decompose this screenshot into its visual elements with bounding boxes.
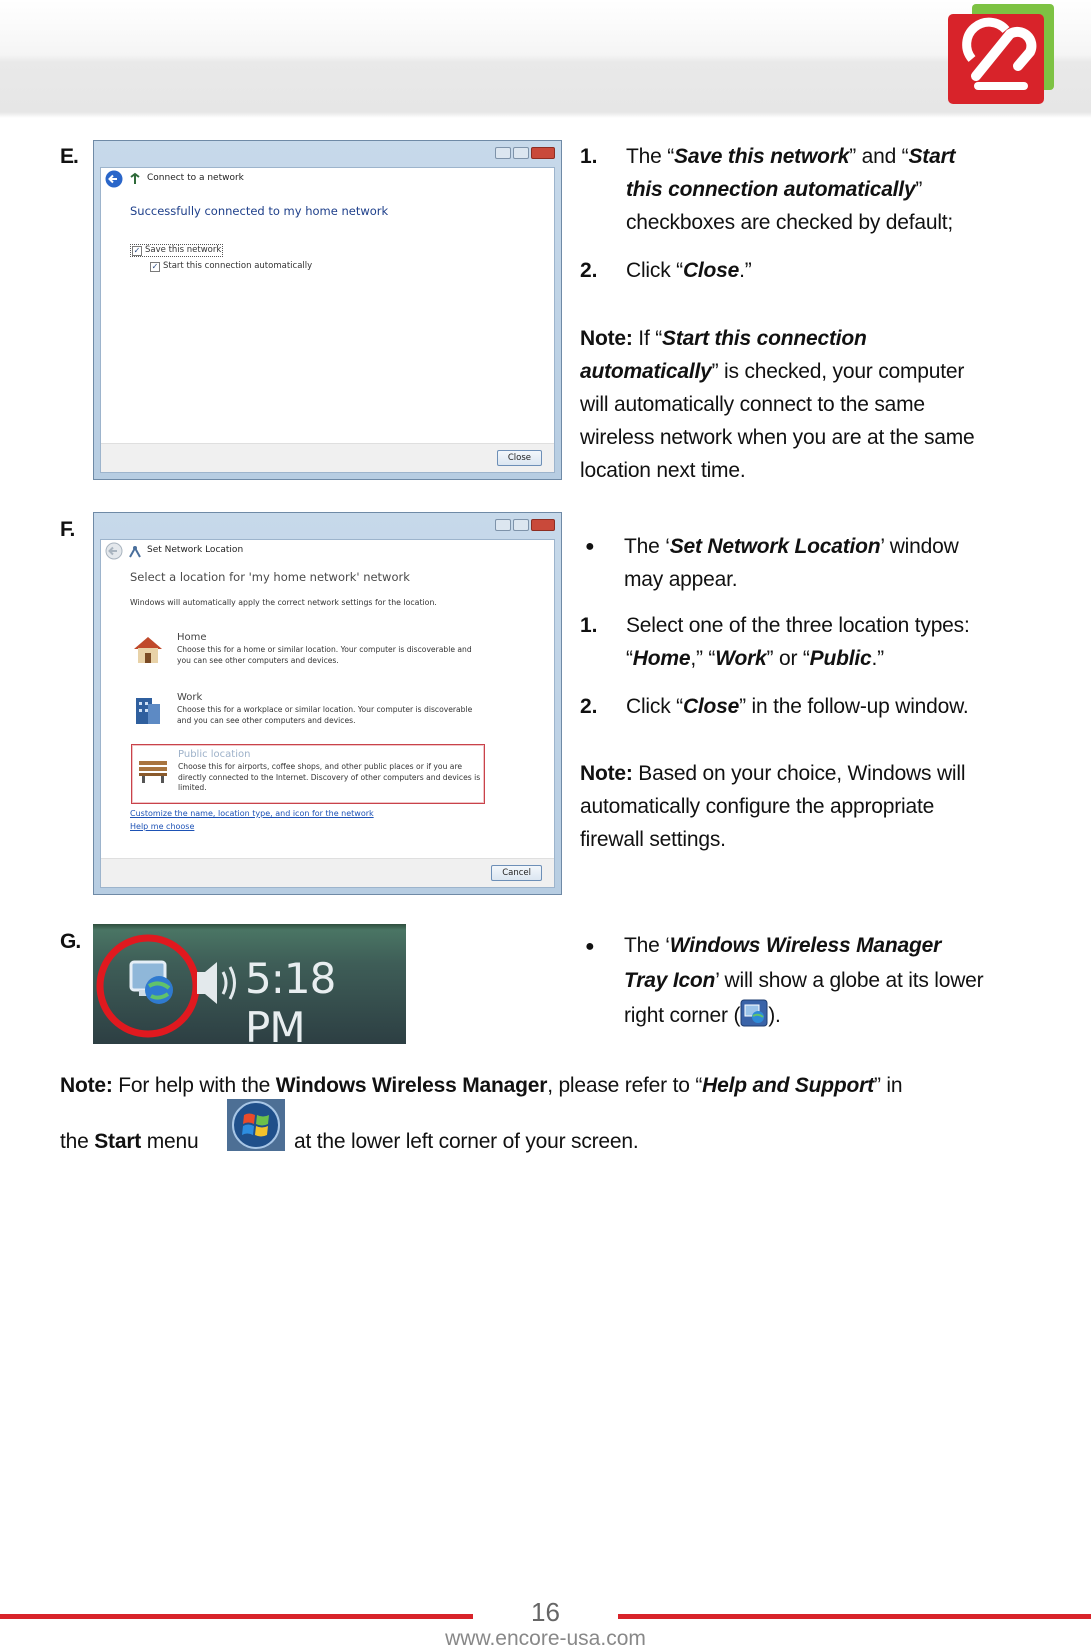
step-click-close-text: Click “Close.” xyxy=(626,259,752,282)
checkbox-checked-icon: ✓ xyxy=(133,246,141,255)
step-number: 2. xyxy=(580,695,598,718)
dialog-subheading: Windows will automatically apply the correct network settings for the location. xyxy=(130,598,437,607)
section-f-letter: F. xyxy=(60,518,75,541)
window-controls xyxy=(495,519,555,531)
save-network-checkbox[interactable] xyxy=(130,244,223,257)
window-controls xyxy=(495,147,555,159)
close-window-icon xyxy=(531,519,555,531)
step-number: 1. xyxy=(580,614,598,637)
customize-network-link[interactable]: Customize the name, location type, and icon for the network xyxy=(130,809,374,818)
network-icon xyxy=(128,172,142,186)
dialog-footer xyxy=(101,443,554,472)
tray-icon-bullet: The ‘Windows Wireless Manager Tray Icon’ will show a globe at its lower right corner ( ). xyxy=(624,934,984,1027)
note-start-connection: Note: If “Start this connection automatically” is checked, your computer will automatically connect to the same wireless network when you are at the same location next time. xyxy=(580,327,975,482)
connect-network-screenshot xyxy=(93,140,562,480)
checkbox-checked-icon: ✓ xyxy=(151,262,159,271)
location-description: Choose this for a workplace or similar location. Your computer is discoverable and you can see other computers and devices. xyxy=(177,705,473,725)
location-name: Work xyxy=(177,692,203,703)
minimize-icon xyxy=(495,519,511,531)
page-number: 16 xyxy=(531,1597,560,1627)
window-title: Set Network Location xyxy=(147,545,244,555)
header-band xyxy=(0,0,1091,118)
dialog-footer xyxy=(101,858,554,887)
location-name: Home xyxy=(177,632,207,643)
close-button[interactable]: Close xyxy=(497,450,542,466)
encore-logo xyxy=(948,4,1058,104)
start-automatically-label: Start this connection automatically xyxy=(163,261,313,271)
save-network-label: Save this network xyxy=(145,245,222,255)
location-option-work[interactable] xyxy=(131,692,491,742)
work-building-icon xyxy=(131,692,165,726)
step-number: 2. xyxy=(580,259,598,282)
website-url: www.encore-usa.com xyxy=(445,1627,646,1650)
close-window-icon xyxy=(531,147,555,159)
note-start-menu-line: the Start menu xyxy=(60,1130,199,1153)
step-save-network-text: The “Save this network” and “Start this connection automatically” checkboxes are checked by default; xyxy=(626,145,956,234)
bullet-dot: ● xyxy=(585,938,595,955)
maximize-icon xyxy=(513,147,529,159)
home-icon xyxy=(131,632,165,666)
section-e-letter: E. xyxy=(60,145,78,168)
park-bench-icon xyxy=(136,751,170,785)
location-option-public[interactable] xyxy=(131,744,485,804)
maximize-icon xyxy=(513,519,529,531)
back-arrow-icon xyxy=(105,170,123,188)
system-tray-screenshot xyxy=(93,924,406,1044)
set-network-location-screenshot xyxy=(93,512,562,895)
location-name: Public location xyxy=(178,749,251,760)
location-option-home[interactable] xyxy=(131,632,491,682)
dialog-heading: Select a location for 'my home network' network xyxy=(130,570,410,584)
note-firewall-settings: Note: Based on your choice, Windows will automatically configure the appropriate firewall settings. xyxy=(580,762,966,851)
set-network-location-bullet: The ‘Set Network Location’ window may appear. xyxy=(624,535,959,591)
bullet-dot: ● xyxy=(585,538,595,555)
window-client-area xyxy=(100,167,555,473)
dialog-heading: Successfully connected to my home network xyxy=(130,204,389,218)
cancel-button[interactable]: Cancel xyxy=(491,865,542,881)
location-description: Choose this for airports, coffee shops, and other public places or if you are directly connected to the Internet. Discovery of other computers and devices is limited. xyxy=(178,762,481,792)
window-title: Connect to a network xyxy=(147,173,244,183)
step-click-close-text: Click “Close” in the follow-up window. xyxy=(626,695,969,718)
help-me-choose-link[interactable]: Help me choose xyxy=(130,822,195,831)
start-automatically-checkbox[interactable] xyxy=(150,261,312,272)
window-client-area xyxy=(100,539,555,888)
windows-start-orb-icon xyxy=(227,1099,285,1151)
note-help-and-support: Note: For help with the Windows Wireless Manager, please refer to “Help and Support” in xyxy=(60,1074,903,1097)
section-g-letter: G. xyxy=(60,930,81,953)
step-select-location-text: Select one of the three location types: “Home,” “Work” or “Public.” xyxy=(626,614,970,670)
step-number: 1. xyxy=(580,145,598,168)
network-location-icon xyxy=(128,545,142,559)
note-lower-left-text: at the lower left corner of your screen. xyxy=(294,1130,639,1153)
back-arrow-icon xyxy=(105,542,123,560)
clock-time: 5:18 PM xyxy=(245,954,336,1044)
location-description: Choose this for a home or similar location. Your computer is discoverable and you can see other computers and devices. xyxy=(177,645,472,665)
wireless-manager-tray-icon xyxy=(740,999,768,1027)
minimize-icon xyxy=(495,147,511,159)
